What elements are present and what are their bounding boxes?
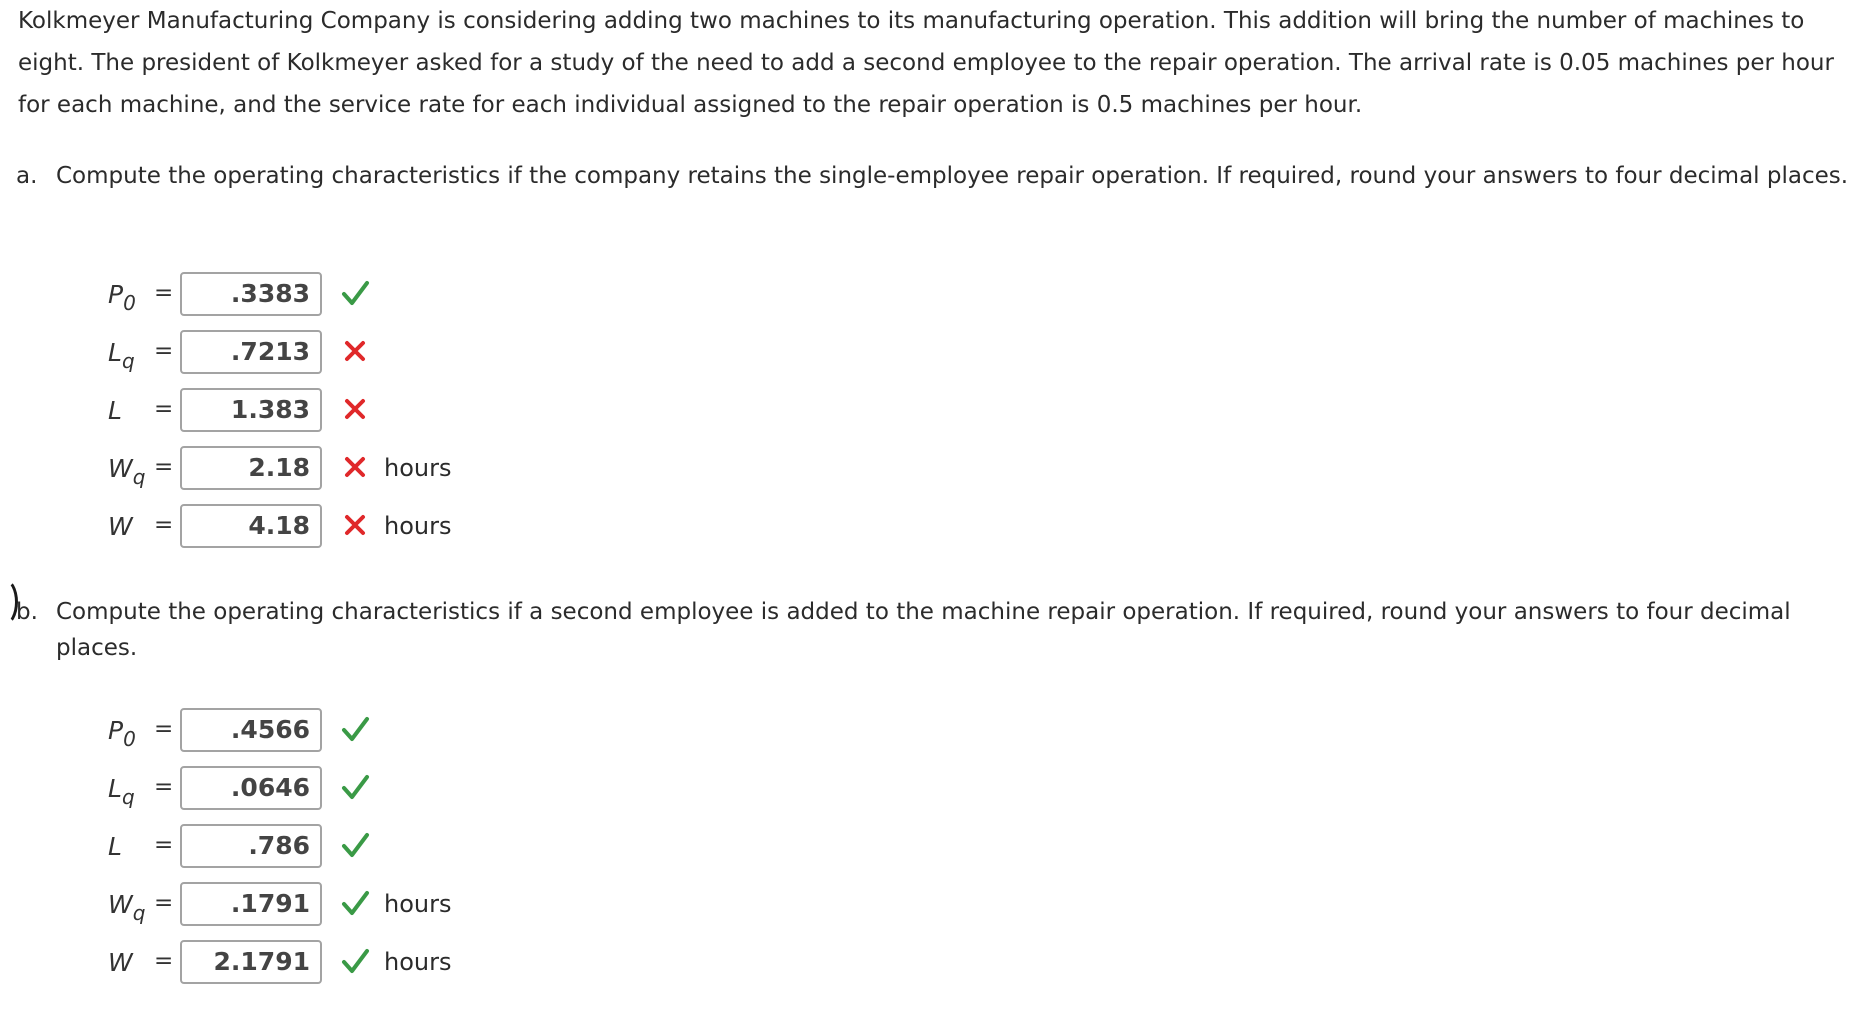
variable-symbol: L [108, 832, 122, 861]
variable-label [108, 716, 136, 751]
x-icon [340, 452, 370, 482]
variable-subscript: 0 [123, 727, 136, 751]
equals-sign: = [154, 774, 174, 800]
x-icon [340, 394, 370, 424]
variable-label [108, 338, 135, 373]
variable-label [108, 396, 122, 425]
answer-input[interactable]: 1.383 [180, 388, 322, 432]
variable-label [108, 832, 122, 861]
check-icon [340, 772, 370, 802]
answer-input[interactable]: .1791 [180, 882, 322, 926]
answer-input[interactable]: 4.18 [180, 504, 322, 548]
answer-row [0, 388, 600, 434]
answer-input[interactable]: 2.18 [180, 446, 322, 490]
answer-input[interactable]: 2.1791 [180, 940, 322, 984]
unit-label: hours [384, 890, 452, 918]
variable-symbol: L [108, 396, 122, 425]
part-a-heading [16, 158, 1861, 194]
answer-row [0, 446, 600, 492]
variable-subscript: q [121, 349, 135, 373]
equals-sign: = [154, 832, 174, 858]
variable-symbol: L [108, 774, 122, 803]
answer-row [0, 330, 600, 376]
unit-label: hours [384, 454, 452, 482]
x-icon [340, 336, 370, 366]
answer-row [0, 766, 600, 812]
part-a-letter: a. [16, 163, 38, 189]
variable-subscript: q [132, 465, 146, 489]
answer-row [0, 824, 600, 870]
check-icon [340, 946, 370, 976]
answer-row [0, 708, 600, 754]
answer-row [0, 940, 600, 986]
variable-label [108, 774, 135, 809]
variable-subscript: q [121, 785, 135, 809]
variable-symbol: L [108, 338, 122, 367]
equals-sign: = [154, 396, 174, 422]
part-b-letter: b. [16, 599, 38, 625]
variable-label [108, 512, 133, 541]
variable-symbol: W [108, 948, 133, 977]
answer-row [0, 272, 600, 318]
equals-sign: = [154, 454, 174, 480]
x-icon [340, 510, 370, 540]
problem-statement: Kolkmeyer Manufacturing Company is considering adding two machines to its manufacturing operation. This addition will bring the number of machines to eight. The president of Kolkmeyer asked for a study of the need to add a second employee to the repair operation. The arrival rate is 0.05 machines per hour for each machine, and the service rate for each individual assigned to the repair operation is 0.5 machines per hour. [18, 8, 1834, 118]
variable-symbol: P [108, 280, 124, 309]
variable-symbol: P [108, 716, 124, 745]
answer-input[interactable]: .786 [180, 824, 322, 868]
variable-subscript: 0 [123, 291, 136, 315]
check-icon [340, 278, 370, 308]
variable-subscript: q [132, 901, 146, 925]
equals-sign: = [154, 890, 174, 916]
answer-row [0, 882, 600, 928]
part-b-instruction: Compute the operating characteristics if a second employee is added to the machine repair operation. If required, round your answers to four decimal places. [56, 599, 1791, 661]
answer-input[interactable]: .7213 [180, 330, 322, 374]
check-icon [340, 714, 370, 744]
variable-label [108, 454, 146, 489]
answer-input[interactable]: .4566 [180, 708, 322, 752]
answer-input[interactable]: .0646 [180, 766, 322, 810]
variable-symbol: W [108, 512, 133, 541]
answer-input[interactable]: .3383 [180, 272, 322, 316]
equals-sign: = [154, 716, 174, 742]
variable-label [108, 890, 146, 925]
part-a-instruction: Compute the operating characteristics if the company retains the single-employee repair operation. If required, round your answers to four decimal places. [56, 163, 1849, 189]
part-b-heading [16, 594, 1861, 666]
unit-label: hours [384, 512, 452, 540]
variable-symbol: W [108, 890, 133, 919]
answer-row [0, 504, 600, 550]
equals-sign: = [154, 280, 174, 306]
equals-sign: = [154, 948, 174, 974]
equals-sign: = [154, 338, 174, 364]
unit-label: hours [384, 948, 452, 976]
equals-sign: = [154, 512, 174, 538]
variable-symbol: W [108, 454, 133, 483]
check-icon [340, 888, 370, 918]
check-icon [340, 830, 370, 860]
variable-label [108, 948, 133, 977]
variable-label [108, 280, 136, 315]
